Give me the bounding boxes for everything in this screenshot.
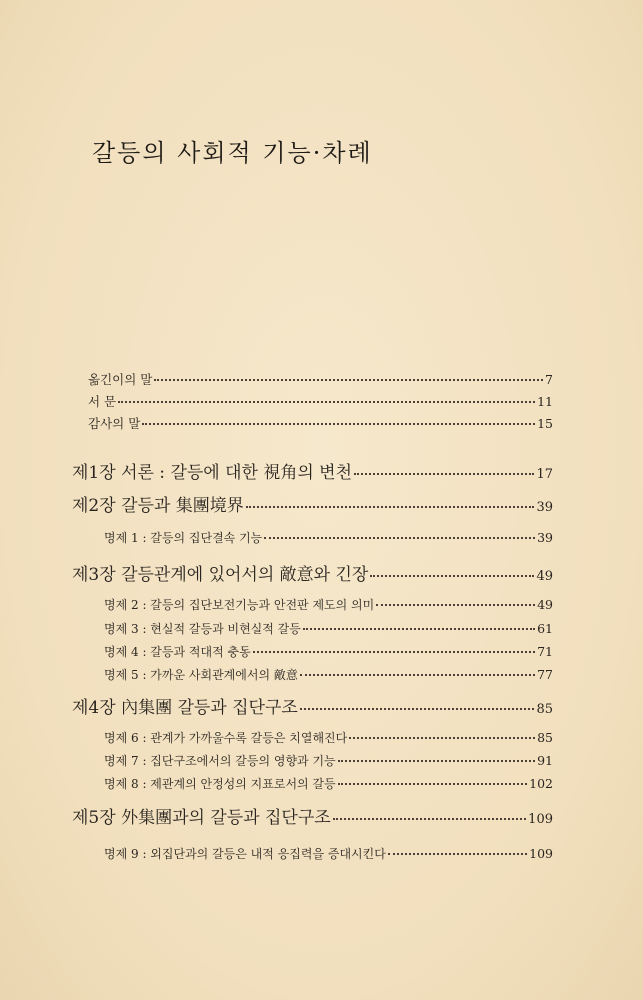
leader-dots: [354, 473, 534, 475]
leader-dots: [246, 506, 535, 508]
toc-item-label: 명제 6 : 관계가 가까울수록 갈등은 치열해진다: [104, 731, 348, 745]
toc-page-number: 39: [536, 500, 553, 515]
leader-dots: [349, 737, 535, 739]
toc-item-label: 명제 9 : 외집단과의 갈등은 내적 응집력을 증대시킨다: [104, 847, 386, 861]
leader-dots: [118, 401, 535, 403]
leader-dots: [300, 674, 535, 676]
toc-item-label: 제1장 서론 : 갈등에 대한 視角의 변천: [72, 463, 353, 483]
toc-page-number: 71: [537, 644, 553, 659]
toc-front-item[interactable]: [88, 414, 553, 432]
toc-item-label: 명제 7 : 집단구조에서의 갈등의 영향과 기능: [104, 754, 336, 768]
toc-item-label: 명제 5 : 가까운 사회관계에서의 敵意: [104, 668, 298, 682]
toc-page-number: 49: [536, 569, 553, 584]
leader-dots: [333, 818, 527, 820]
toc-item-label: 제4장 內集團 갈등과 집단구조: [72, 698, 298, 718]
toc-page-number: 85: [537, 730, 553, 745]
toc-chapter[interactable]: [72, 560, 553, 585]
leader-dots: [338, 760, 535, 762]
leader-dots: [303, 628, 535, 630]
toc-page-number: 109: [529, 846, 553, 861]
toc-proposition[interactable]: [104, 596, 553, 613]
toc-proposition[interactable]: [104, 643, 553, 660]
leader-dots: [338, 783, 528, 785]
leader-dots: [253, 651, 535, 653]
toc-item-label: 명제 4 : 갈등과 적대적 충동: [104, 645, 251, 659]
toc-proposition[interactable]: [104, 775, 553, 792]
toc-page-number: 91: [537, 753, 553, 768]
toc-page-number: 77: [537, 667, 553, 682]
toc-page-number: 17: [536, 467, 553, 482]
toc-item-label: 명제 3 : 현실적 갈등과 비현실적 갈등: [104, 622, 301, 636]
toc-page-number: 85: [536, 702, 553, 717]
toc-proposition[interactable]: [104, 620, 553, 637]
toc-item-label: 서 문: [88, 394, 117, 409]
leader-dots: [388, 853, 527, 855]
toc-page-number: 11: [537, 394, 553, 409]
toc-page-number: 15: [537, 416, 553, 431]
toc-page-number: 7: [545, 372, 553, 387]
toc-item-label: 명제 8 : 제관계의 안정성의 지표로서의 갈등: [104, 777, 336, 791]
toc-front-item[interactable]: [88, 370, 553, 388]
toc-chapter[interactable]: [72, 693, 553, 718]
toc-chapter[interactable]: [72, 491, 553, 516]
toc-proposition[interactable]: [104, 666, 553, 683]
leader-dots: [376, 604, 535, 606]
toc-item-label: 제5장 外集團과의 갈등과 집단구조: [72, 808, 331, 828]
toc-front-item[interactable]: [88, 392, 553, 410]
toc-chapter[interactable]: [72, 803, 553, 828]
toc-proposition[interactable]: [104, 845, 553, 862]
toc-page-number: 39: [537, 530, 553, 545]
leader-dots: [264, 537, 535, 539]
toc-page-number: 109: [528, 812, 553, 827]
page-title: 갈등의 사회적 기능·차례: [92, 139, 373, 167]
toc-item-label: 명제 1 : 갈등의 집단결속 기능: [104, 531, 263, 545]
toc-proposition[interactable]: [104, 752, 553, 769]
toc-proposition[interactable]: [104, 729, 553, 746]
toc-item-label: 제3장 갈등관계에 있어서의 敵意와 긴장: [72, 565, 369, 585]
toc-item-label: 명제 2 : 갈등의 집단보전기능과 안전판 제도의 의미: [104, 598, 375, 612]
toc-chapter[interactable]: [72, 458, 553, 483]
leader-dots: [142, 423, 535, 425]
toc-item-label: 옮긴이의 말: [88, 372, 153, 387]
toc-page-number: 61: [537, 621, 553, 636]
leader-dots: [300, 708, 535, 710]
toc-page-number: 102: [529, 776, 553, 791]
toc-page-number: 49: [537, 597, 553, 612]
leader-dots: [154, 379, 543, 381]
toc-proposition[interactable]: [104, 529, 553, 546]
toc-item-label: 감사의 말: [88, 416, 141, 431]
toc-item-label: 제2장 갈등과 集團境界: [72, 496, 244, 516]
leader-dots: [370, 575, 534, 577]
